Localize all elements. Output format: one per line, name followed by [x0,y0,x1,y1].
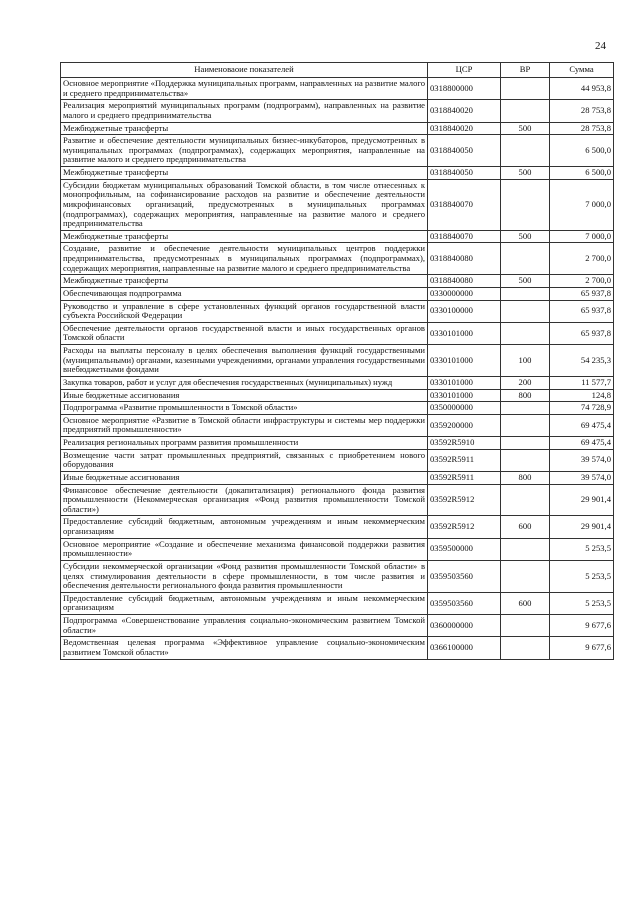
row-csr-cell: 0330101000 [428,322,501,344]
row-name-cell: Предоставление субсидий бюджетным, автономным учреждениям и иным некоммерческим организациям [61,592,428,614]
table-row [61,243,614,275]
row-vr-cell [501,179,550,230]
row-sum-cell: 7 000,0 [550,179,614,230]
table-row [61,345,614,377]
table-row [61,287,614,300]
row-vr-cell [501,135,550,167]
table-row [61,230,614,243]
row-csr-cell: 0330101000 [428,389,501,402]
row-name-cell: Реализация мероприятий муниципальных программ (подпрограмм), направленных на развитие малого и среднего предпринимательства [61,100,428,122]
row-vr-cell: 100 [501,345,550,377]
row-vr-cell [501,243,550,275]
row-vr-cell: 200 [501,376,550,389]
row-name-cell: Подпрограмма «Развитие промышленности в Томской области» [61,402,428,415]
row-name-cell: Межбюджетные трансферты [61,230,428,243]
row-sum-cell: 28 753,8 [550,100,614,122]
row-name-cell: Руководство и управление в сфере установленных функций органов государственной власти субъекта Российской Федерации [61,300,428,322]
row-name-cell: Межбюджетные трансферты [61,167,428,180]
row-csr-cell: 0359200000 [428,414,501,436]
row-name-cell: Обеспечивающая подпрограмма [61,287,428,300]
row-sum-cell: 69 475,4 [550,437,614,450]
table-row [61,592,614,614]
row-sum-cell: 69 475,4 [550,414,614,436]
table-row [61,322,614,344]
row-sum-cell: 28 753,8 [550,122,614,135]
table-row [61,100,614,122]
table-row [61,376,614,389]
row-sum-cell: 124,8 [550,389,614,402]
row-csr-cell: 0318840020 [428,100,501,122]
table-header-row [61,63,614,78]
row-vr-cell: 600 [501,592,550,614]
row-sum-cell: 5 253,5 [550,592,614,614]
row-name-cell: Подпрограмма «Совершенствование управления социально-экономическим развитием Томской области» [61,615,428,637]
row-vr-cell [501,287,550,300]
row-sum-cell: 2 700,0 [550,275,614,288]
table-row [61,179,614,230]
row-csr-cell: 03592R5912 [428,516,501,538]
row-sum-cell: 65 937,8 [550,287,614,300]
row-name-cell: Иные бюджетные ассигнования [61,389,428,402]
row-name-cell: Иные бюджетные ассигнования [61,471,428,484]
row-name-cell: Развитие и обеспечение деятельности муниципальных бизнес-инкубаторов, предусмотренных в муниципальных программах (подпрограммах), содержащих мероприятия, направленные на развитие малого и среднего предпринимательства [61,135,428,167]
table-row [61,615,614,637]
table-row [61,135,614,167]
row-name-cell: Основное мероприятие «Развитие в Томской области инфраструктуры и системы мер поддержки предприятий промышленности» [61,414,428,436]
table-row [61,538,614,560]
row-csr-cell: 03592R5912 [428,484,501,516]
row-sum-cell: 39 574,0 [550,449,614,471]
row-sum-cell: 9 677,6 [550,615,614,637]
row-sum-cell: 5 253,5 [550,560,614,592]
row-name-cell: Возмещение части затрат промышленных предприятий, связанных с приобретением нового оборудования [61,449,428,471]
row-sum-cell: 2 700,0 [550,243,614,275]
row-name-cell: Основное мероприятие «Создание и обеспечение механизма финансовой поддержки развития промышленности» [61,538,428,560]
row-name-cell: Межбюджетные трансферты [61,122,428,135]
row-vr-cell: 800 [501,389,550,402]
table-row [61,484,614,516]
row-csr-cell: 0350000000 [428,402,501,415]
row-csr-cell: 03592R5911 [428,471,501,484]
row-vr-cell: 500 [501,275,550,288]
table-row [61,122,614,135]
row-sum-cell: 9 677,6 [550,637,614,659]
table-row [61,637,614,659]
row-vr-cell [501,300,550,322]
row-csr-cell: 0318840020 [428,122,501,135]
row-vr-cell [501,402,550,415]
page-number: 24 [595,40,606,52]
row-name-cell: Закупка товаров, работ и услуг для обеспечения государственных (муниципальных) нужд [61,376,428,389]
table-row [61,414,614,436]
row-name-cell: Предоставление субсидий бюджетным, автономным учреждениям и иным некоммерческим организациям [61,516,428,538]
row-name-cell: Расходы на выплаты персоналу в целях обеспечения выполнения функций государственными (муниципальными) органами, казенными учреждениями, органами управления государственными внебюджетными фондами [61,345,428,377]
row-csr-cell: 03592R5911 [428,449,501,471]
row-csr-cell: 0360000000 [428,615,501,637]
row-name-cell: Ведомственная целевая программа «Эффективное управление социально-экономическим развитием Томской области» [61,637,428,659]
header-sum: Сумма [550,63,614,78]
row-csr-cell: 0318840070 [428,179,501,230]
row-sum-cell: 6 500,0 [550,135,614,167]
row-sum-cell: 11 577,7 [550,376,614,389]
row-vr-cell [501,637,550,659]
table-row [61,300,614,322]
row-sum-cell: 29 901,4 [550,484,614,516]
row-vr-cell [501,100,550,122]
table-row [61,471,614,484]
row-sum-cell: 29 901,4 [550,516,614,538]
row-vr-cell [501,78,550,100]
row-sum-cell: 74 728,9 [550,402,614,415]
row-csr-cell: 0330100000 [428,300,501,322]
row-name-cell: Финансовое обеспечение деятельности (докапитализация) регионального фонда развития промышленности (Некоммерческая организация «Фонд развития промышленности Томской области») [61,484,428,516]
row-vr-cell: 500 [501,122,550,135]
table-row [61,516,614,538]
row-vr-cell: 600 [501,516,550,538]
row-sum-cell: 44 953,8 [550,78,614,100]
row-csr-cell: 0318800000 [428,78,501,100]
row-vr-cell: 500 [501,167,550,180]
row-csr-cell: 0366100000 [428,637,501,659]
row-sum-cell: 39 574,0 [550,471,614,484]
budget-table [60,62,614,660]
row-sum-cell: 65 937,8 [550,300,614,322]
row-name-cell: Создание, развитие и обеспечение деятельности муниципальных центров поддержки предпринимательства, предусмотренных в муниципальных программах (подпрограммах), содержащих мероприятия, направленные на развитие малого и среднего предпринимательства [61,243,428,275]
row-name-cell: Реализация региональных программ развития промышленности [61,437,428,450]
row-sum-cell: 54 235,3 [550,345,614,377]
row-csr-cell: 0330101000 [428,376,501,389]
row-name-cell: Межбюджетные трансферты [61,275,428,288]
table-row [61,402,614,415]
row-vr-cell: 500 [501,230,550,243]
header-csr: ЦСР [428,63,501,78]
row-vr-cell [501,322,550,344]
row-sum-cell: 7 000,0 [550,230,614,243]
row-vr-cell [501,538,550,560]
row-name-cell: Обеспечение деятельности органов государственной власти и иных государственных органов Томской области [61,322,428,344]
row-vr-cell [501,414,550,436]
row-vr-cell [501,484,550,516]
row-csr-cell: 0359503560 [428,560,501,592]
row-csr-cell: 0359503560 [428,592,501,614]
row-vr-cell: 800 [501,471,550,484]
header-name: Наименоваоие показателей [61,63,428,78]
row-vr-cell [501,560,550,592]
table-row [61,167,614,180]
row-name-cell: Субсидии бюджетам муниципальных образований Томской области, в том числе отнесенных к монопрофильным, на софинансирование расходов на развитие и обеспечение деятельности микрофинансовых организаций, предусмотренных в муниципальных программах (подпрограммах), содержащих мероприятия, направленные на развитие малого и среднего предпринимательства [61,179,428,230]
row-csr-cell: 0359500000 [428,538,501,560]
row-vr-cell [501,437,550,450]
row-name-cell: Субсидии некоммерческой организации «Фонд развития промышленности Томской области» в целях стимулирования деятельности в сфере промышленности, в том числе развития и обеспечения деятельности регионального фонда развития промышленности [61,560,428,592]
table-row [61,389,614,402]
table-row [61,560,614,592]
table-row [61,449,614,471]
table-row [61,275,614,288]
row-sum-cell: 5 253,5 [550,538,614,560]
row-csr-cell: 03592R5910 [428,437,501,450]
row-sum-cell: 6 500,0 [550,167,614,180]
row-csr-cell: 0318840080 [428,275,501,288]
row-vr-cell [501,615,550,637]
row-csr-cell: 0330101000 [428,345,501,377]
row-vr-cell [501,449,550,471]
table-row [61,78,614,100]
row-name-cell: Основное мероприятие «Поддержка муниципальных программ, направленных на развитие малого и среднего предпринимательства» [61,78,428,100]
row-csr-cell: 0318840070 [428,230,501,243]
row-csr-cell: 0318840080 [428,243,501,275]
row-csr-cell: 0318840050 [428,135,501,167]
row-csr-cell: 0318840050 [428,167,501,180]
row-sum-cell: 65 937,8 [550,322,614,344]
header-vr: ВР [501,63,550,78]
row-csr-cell: 0330000000 [428,287,501,300]
table-row [61,437,614,450]
